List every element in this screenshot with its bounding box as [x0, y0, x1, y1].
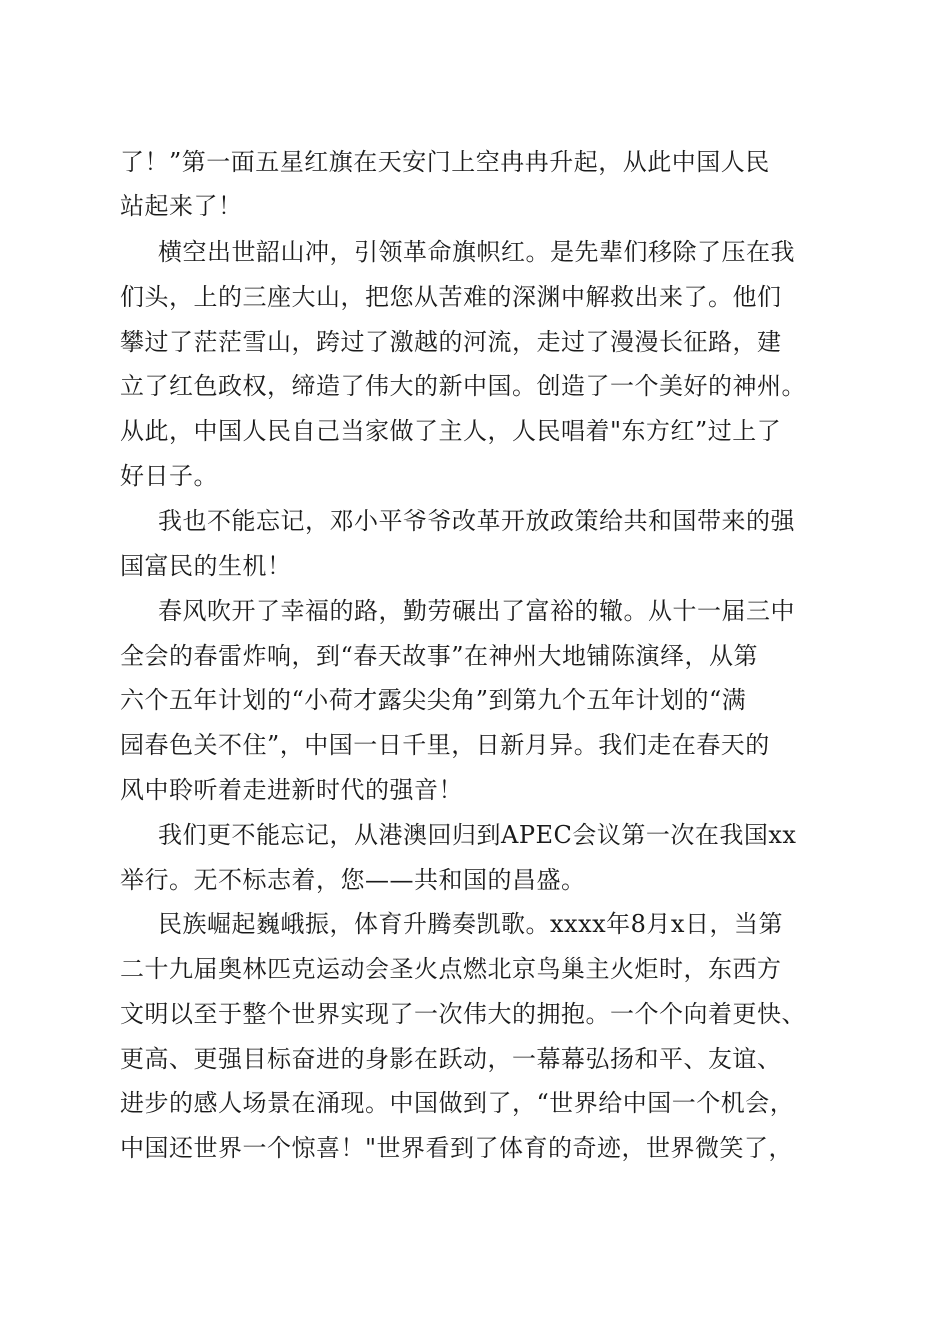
text-line: 园春色关不住”，中国一日千里，日新月异。我们走在春天的	[120, 731, 770, 759]
text-line: 文明以至于整个世界实现了一次伟大的拥抱。一个个向着更快、	[120, 1000, 806, 1028]
text-line: 更高、更强目标奋进的身影在跃动，一幕幕弘扬和平、友谊、	[120, 1045, 782, 1073]
text-line: 六个五年计划的“小荷才露尖尖角”到第九个五年计划的“满	[120, 686, 747, 714]
text-line: 好日子。	[120, 462, 218, 490]
text-line: 从此，中国人民自己当家做了主人，人民唱着"东方红”过上了	[120, 417, 782, 445]
paragraph-start-line: 我们更不能忘记，从港澳回归到APEC会议第一次在我国xx	[158, 821, 797, 849]
text-line: 立了红色政权，缔造了伟大的新中国。创造了一个美好的神州。	[120, 372, 806, 400]
paragraph-start-line: 横空出世韶山冲，引领革命旗帜红。是先辈们移除了压在我	[158, 238, 795, 266]
paragraph-start-line: 我也不能忘记，邓小平爷爷改革开放政策给共和国带来的强	[158, 507, 795, 535]
text-line: 风中聆听着走进新时代的强音！	[120, 776, 463, 804]
text-line: 站起来了！	[120, 192, 243, 220]
text-line: 二十九届奥林匹克运动会圣火点燃北京鸟巢主火炬时，东西方	[120, 955, 782, 983]
text-line: 攀过了茫茫雪山，跨过了激越的河流，走过了漫漫长征路，建	[120, 328, 782, 356]
text-line: 举行。无不标志着，您——共和国的昌盛。	[120, 866, 586, 894]
text-line: 进步的感人场景在涌现。中国做到了，“世界给中国一个机会，	[120, 1089, 795, 1117]
text-line: 了！”第一面五星红旗在天安门上空冉冉升起，从此中国人民	[120, 148, 770, 176]
paragraph-start-line: 春风吹开了幸福的路，勤劳碾出了富裕的辙。从十一届三中	[158, 597, 795, 625]
text-line: 国富民的生机！	[120, 552, 292, 580]
text-line: 全会的春雷炸响，到“春天故事”在神州大地铺陈演绎，从第	[120, 642, 759, 670]
text-line: 们头，上的三座大山，把您从苦难的深渊中解救出来了。他们	[120, 283, 782, 311]
paragraph-start-line: 民族崛起巍峨振，体育升腾奏凯歌。xxxx年8月x日，当第	[158, 910, 783, 938]
text-line: 中国还世界一个惊喜！"世界看到了体育的奇迹，世界微笑了，	[120, 1134, 794, 1162]
